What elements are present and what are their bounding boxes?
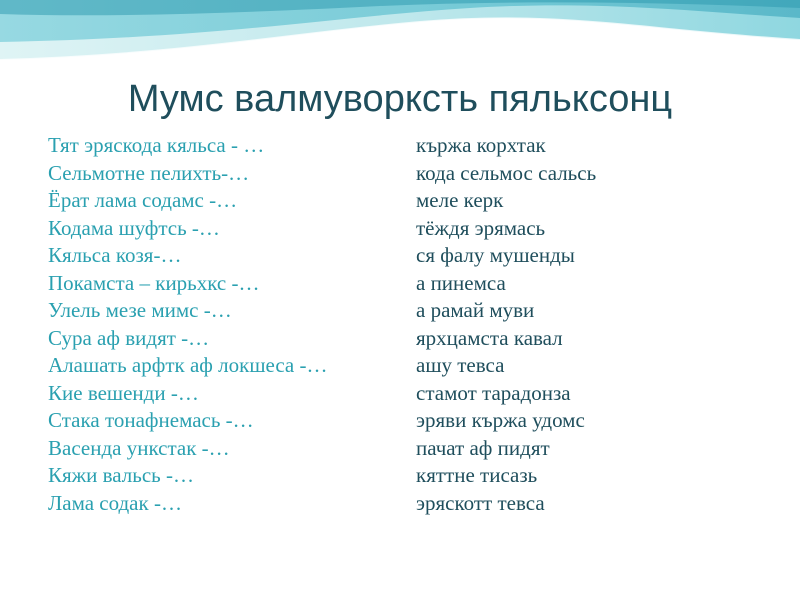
left-item: Кие вешенди -…: [48, 380, 199, 405]
right-item: ашу тевса: [416, 353, 505, 377]
right-item: а пинемса: [416, 270, 506, 295]
left-item: Васенда ункстак -…: [48, 435, 230, 460]
header-wave-decoration: [0, 0, 800, 90]
right-item: ся фалу мушенды: [416, 243, 575, 267]
right-item: кържа корхтак: [416, 133, 546, 157]
right-item: эряскотт тевса: [416, 490, 545, 515]
right-item: ярхцамста кавал: [416, 325, 563, 350]
left-item: Кодама шуфтсь -…: [48, 215, 220, 240]
left-item: Стака тонафнемась -…: [48, 408, 254, 432]
left-item: Покамста – кирьхкс -…: [48, 270, 260, 295]
left-item: Ёрат лама содамс -…: [48, 188, 238, 212]
right-item: кода сельмос сальсь: [416, 160, 597, 185]
right-item: меле керк: [416, 188, 504, 212]
left-item: Улель мезе мимс -…: [48, 298, 232, 322]
left-item: Сельмотне пелихть-…: [48, 160, 250, 185]
right-item: стамот тарадонза: [416, 380, 571, 405]
right-item: пачат аф пидят: [416, 435, 550, 460]
left-item: Алашать арфтк аф локшеса -…: [48, 353, 328, 377]
right-item: кяттне тисазь: [416, 463, 538, 487]
slide-title: Мумс валмуворксть пяльксонц: [127, 78, 673, 120]
left-item: Тят эряскода кяльса - …: [48, 133, 265, 157]
left-item: Лама содак -…: [48, 490, 182, 515]
left-item: Сура аф видят -…: [48, 325, 210, 350]
left-item: Кяльса козя-…: [48, 243, 182, 267]
right-column-list: [416, 132, 596, 517]
left-column-list: [48, 132, 328, 517]
right-item: тёждя эрямась: [416, 215, 546, 240]
right-item: а рамай муви: [416, 298, 535, 322]
right-item: эряви кържа удомс: [416, 408, 585, 432]
left-item: Кяжи вальсь -…: [48, 463, 195, 487]
